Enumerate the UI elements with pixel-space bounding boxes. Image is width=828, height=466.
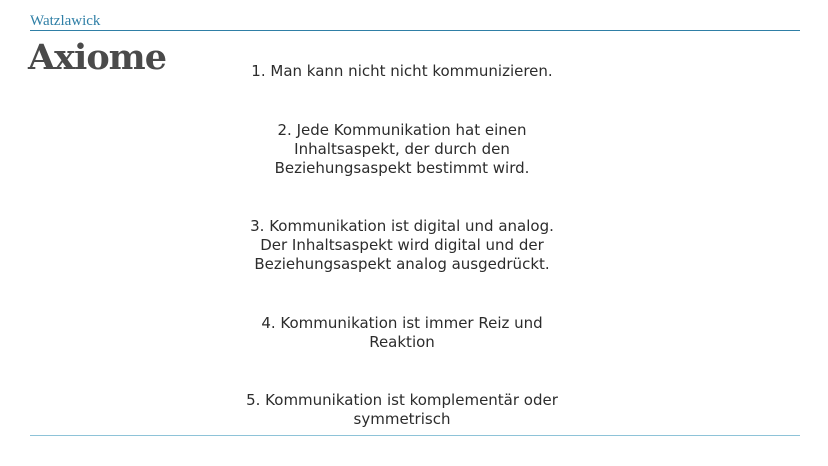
page-title: Axiome: [28, 37, 166, 78]
header-divider: [30, 30, 800, 31]
footer-divider: [30, 435, 800, 436]
axiom-5: 5. Kommunikation ist komplementär oder symmetrisch: [246, 391, 558, 428]
axiom-2: 2. Jede Kommunikation hat einen Inhaltsaspekt, der durch den Beziehungsaspekt bestimmt wird.: [274, 121, 530, 177]
axiom-4: 4. Kommunikation ist immer Reiz und Reaktion: [261, 314, 543, 351]
axiom-3: 3. Kommunikation ist digital und analog. Der Inhaltsaspekt wird digital und der Beziehungsaspekt analog ausgedrückt.: [250, 217, 554, 273]
section-kicker: Watzlawick: [30, 13, 101, 29]
axiom-1: 1. Man kann nicht nicht kommunizieren.: [251, 62, 553, 80]
